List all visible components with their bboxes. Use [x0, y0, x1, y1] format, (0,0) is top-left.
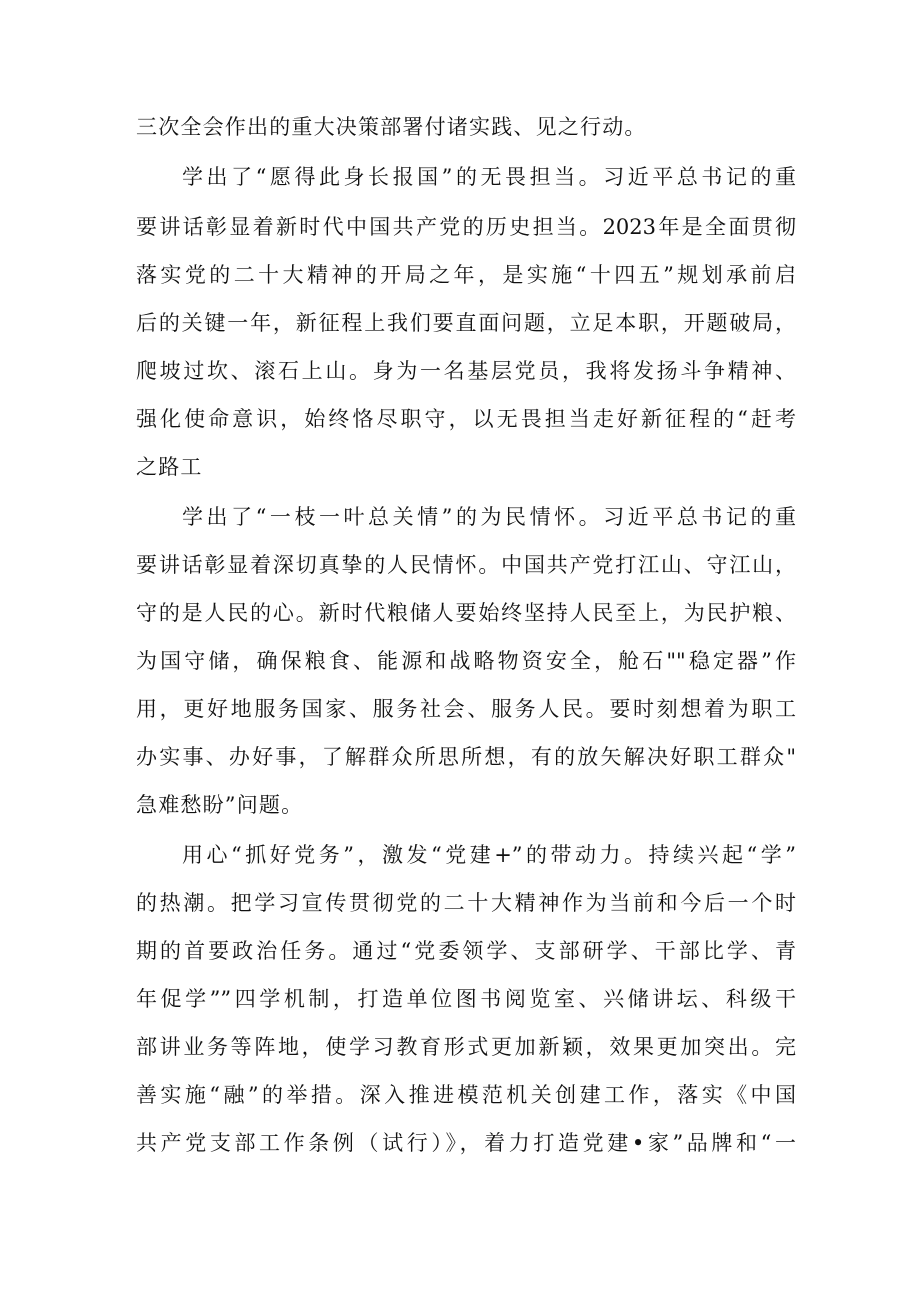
text-line: 用，更好地服务国家、服务社会、服务人民。要时刻想着为职工 [136, 697, 796, 721]
paragraph-first-line: 学出了“愿得此身长报国”的无畏担当。习近平总书记的重 [182, 165, 796, 189]
text-line: 后的关键一年，新征程上我们要直面问题，立足本职，开题破局， [136, 311, 796, 335]
text-line: 为国守储，确保粮食、能源和战略物资安全，舱石""稳定器”作 [136, 649, 796, 673]
text-line: 守的是人民的心。新时代粮储人要始终坚持人民至上，为民护粮、 [136, 601, 796, 625]
text-line: 要讲话彰显着新时代中国共产党的历史担当。2023年是全面贯彻 [136, 215, 796, 239]
paragraph-first-line: 用心“抓好党务”，激发“党建+”的带动力。持续兴起“学” [182, 843, 796, 867]
text-line: 善实施“融”的举措。深入推进模范机关创建工作，落实《中国 [136, 1083, 796, 1107]
text-line: 期的首要政治任务。通过“党委领学、支部研学、干部比学、青 [136, 939, 796, 963]
text-line: 要讲话彰显着深切真挚的人民情怀。中国共产党打江山、守江山， [136, 553, 796, 577]
text-line: 急难愁盼”问题。 [136, 793, 304, 817]
text-line: 共产党支部工作条例（试行）》，着力打造党建•家”品牌和“一 [136, 1131, 796, 1155]
text-line: 的热潮。把学习宣传贯彻党的二十大精神作为当前和今后一个时 [136, 891, 796, 915]
text-line: 强化使命意识，始终恪尽职守，以无畏担当走好新征程的“赶考 [136, 407, 796, 431]
paragraph-first-line: 学出了“一枝一叶总关情”的为民情怀。习近平总书记的重 [182, 505, 796, 529]
text-line: 之路工 [136, 455, 203, 479]
text-line: 部讲业务等阵地，使学习教育形式更加新颖，效果更加突出。完 [136, 1035, 796, 1059]
text-line: 年促学””四学机制，打造单位图书阅览室、兴储讲坛、科级干 [136, 987, 796, 1011]
text-line: 爬坡过坎、滚石上山。身为一名基层党员，我将发扬斗争精神、 [136, 359, 796, 383]
text-line: 办实事、办好事，了解群众所思所想，有的放矢解决好职工群众" [136, 745, 796, 769]
text-line: 三次全会作出的重大决策部署付诸实践、见之行动。 [136, 115, 647, 139]
text-line: 落实党的二十大精神的开局之年，是实施“十四五”规划承前启 [136, 263, 796, 287]
